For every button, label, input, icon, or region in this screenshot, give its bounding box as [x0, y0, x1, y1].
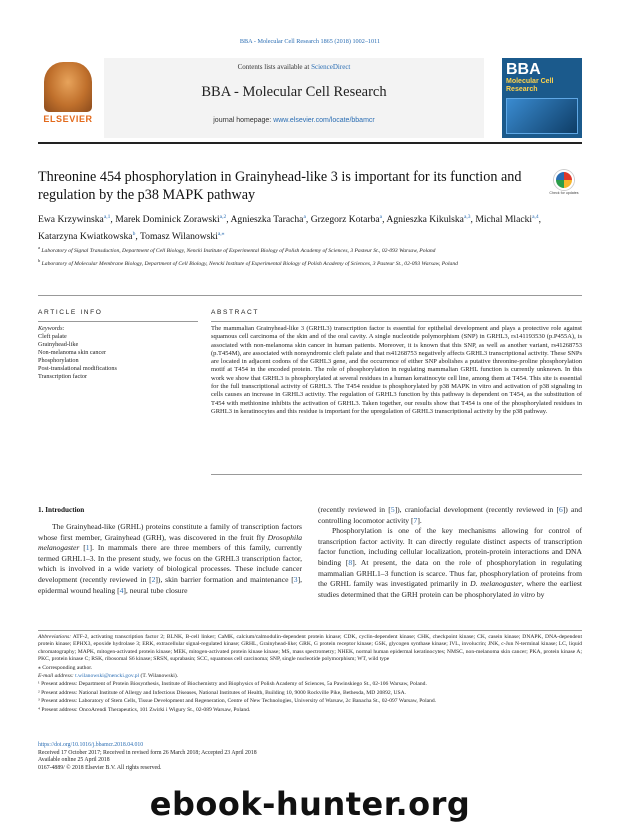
- check-for-updates-button[interactable]: [548, 170, 580, 202]
- intro-text: ].: [417, 515, 422, 525]
- author-separator: ,: [305, 214, 311, 226]
- cover-art: [506, 98, 578, 134]
- article-title: Threonine 454 phosphorylation in Grainyhead-like 3 is important for its function and regulation by the p38 MAPK pathway: [38, 169, 522, 203]
- author-affiliation-marker[interactable]: a,1: [103, 214, 111, 220]
- author-affiliation-marker[interactable]: b: [132, 231, 136, 238]
- check-updates-label: Check for updates: [549, 191, 579, 195]
- author-separator: ,: [382, 214, 387, 226]
- intro-text: ]. At present, the data on the role of phosphorylation in regulating mammalian GRHL1–3 function is scarce. Thus far, phosphorylation of proteins from the GRHL family was investigated primarily in: [318, 557, 582, 589]
- keyword: Transcription factor: [38, 373, 88, 380]
- sciencedirect-link[interactable]: ScienceDirect: [311, 63, 351, 71]
- keywords-list: [38, 333, 198, 381]
- email-line: [38, 673, 582, 680]
- footnote-rule: [38, 630, 582, 631]
- affiliation: [38, 244, 538, 255]
- journal-homepage: [104, 117, 484, 124]
- abstract-text: The mammalian Grainyhead-like 3 (GRHL3) transcription factor is essential for epithelial development and plays a protective role against squamous cell carcinoma of the skin and of the oral cavity. A single nucleotide polymorphism (SNP) in GRHL3, rs141193530 (p.P455A), is associated with non-melanoma skin cancer in human patients. Moreover, it is known that this SNP, as well as another variant, rs41268753 (p.T454M), are associated with nonsyndromic cleft palate and that rs41268753 negatively affects GRHL3 transcriptional activity. These SNPs are located in adjacent codons of the GRHL3 gene, and the occurrence of either SNP abolishes a putative threonine-proline phosphorylation motif at T454 in the encoded protein. The role of phosphorylation in regulating mammalian GRHL function is currently unknown. In this work we show that GRHL3 is phosphorylated at several residues in a human keratinocyte cell line, among them at T454. This site is essential for the full transcriptional activity of GRHL3. The T454 residue is phosphorylated by p38 MAPK in vitro and activation of p38 signaling in cells causes an increase in GRHL3 activity. The regulation of GRHL3 function by this pathway is dependent on T454, as the substitution of T454 with methionine inhibits the activation of GRHL3. Taken together, our results show that T454 is one of the phosphorylated residues in GRHL3 in keratinocytes and this residue is important for the upregulation of GRHL3 transcriptional activity by the p38 pathway.: [211, 325, 582, 415]
- abbreviations-text: ATF-2, activating transcription factor 2; BLNK, B-cell linker; CaMK, calcium/calmodulin-dependent protein kinase; CDK, cyclin-dependent kinase; CHK, checkpoint kinase; CK, casein kinase; DNAPK, DNA-dependent protein kinase; EPHX3, epoxide hydrolase 3; ERK, extracellular signal-regulated kinase; GRHL, Grainyhead-like; GRK, G protein receptor kinase; GSK, glycogen synthase kinase; IVL, involucrin; JNK, c-Jun N-terminal kinase; LC, liquid chromatography; MAPK, mitogen-activated protein kinase; MEK, mitogen-activated protein kinase kinase; MS, mass spectrometry; NHEK, normal human epidermal keratinocytes; NMSC, non-melanoma skin cancer; PKA, protein kinase A; PKC, protein kinase C; RSK, ribosomal S6 kinase; SRSN, suprabasin; SCC, squamous cell carcinoma; SNP, single nucleotide polymorphism; WT, wild type: [38, 634, 582, 663]
- intro-text: (recently reviewed in [: [318, 505, 391, 514]
- author[interactable]: Marek Dominick Zorawski: [115, 214, 220, 226]
- intro-text: ]), craniofacial development (recently reviewed in [: [394, 505, 559, 514]
- author-affiliation-marker[interactable]: a,4: [532, 214, 539, 220]
- cover-title: BBA: [506, 61, 541, 78]
- keyword: Non-melanoma skin cancer: [38, 349, 107, 356]
- author-separator: ,: [538, 214, 542, 226]
- author[interactable]: Ewa Krzywinska: [38, 214, 104, 226]
- contents-prefix: Contents lists available at: [237, 63, 312, 71]
- intro-italic: in vitro: [513, 589, 535, 599]
- author-affiliation-marker[interactable]: a: [379, 214, 383, 220]
- reference-link[interactable]: 3: [293, 574, 298, 584]
- intro-text: [: [79, 543, 86, 553]
- running-head[interactable]: BBA - Molecular Cell Research 1865 (2018) 1002–1011: [239, 38, 381, 45]
- abbreviations: [38, 634, 582, 664]
- author[interactable]: Agnieszka Taracha: [230, 214, 304, 226]
- article-metadata: [38, 742, 582, 772]
- intro-text: ]. In mammals there are three members of this family, currently termed GRHL1–3. In the present study, we focus on the GRHL3 transcription factor, which is involved in a wide variety of biological processes. These include cancer development (recently reviewed in [: [38, 543, 302, 584]
- author-affiliation-marker[interactable]: a,⁎: [217, 231, 225, 238]
- present-address-note: ¹ Present address: Department of Protein Biosynthesis, Institute of Biochemistry and Biophysics of Polish Academy of Sciences, 5a Pawinskiego St., 02-106 Warsaw, Poland.: [38, 681, 427, 688]
- affiliations: [38, 244, 538, 271]
- affiliation: [38, 257, 538, 268]
- author[interactable]: Tomasz Wilanowski: [139, 231, 218, 243]
- intro-text: ]) and controlling locomotor activity [: [318, 505, 582, 525]
- watermark: ebook-hunter.org: [149, 785, 471, 823]
- check-updates-icon: [554, 170, 574, 190]
- intro-text: ], epidermal wound healing [: [38, 574, 303, 595]
- reference-link[interactable]: 1: [85, 543, 90, 553]
- masthead-rule: [38, 142, 582, 144]
- abstract-heading: ABSTRACT: [211, 309, 259, 316]
- intro-text: by: [534, 589, 545, 599]
- present-address-note: ⁴ Present address: OncoArendi Therapeutics, 101 Zwirki i Wigury St., 02-089 Warsaw, Poland.: [38, 706, 251, 713]
- reference-link[interactable]: 2: [151, 574, 156, 584]
- author[interactable]: Michal Mlacki: [475, 214, 533, 226]
- reference-link[interactable]: 7: [413, 515, 418, 525]
- author[interactable]: Agnieszka Kikulska: [386, 214, 464, 226]
- affiliation-marker: a: [38, 245, 40, 250]
- intro-text: , where the earliest studies determined that the GRH protein can be phosphorylated: [318, 579, 582, 599]
- intro-left-column: [38, 522, 302, 596]
- affiliation-text: Laboratory of Molecular Membrane Biology, Department of Cell Biology, Nencki Institute of Experimental Biology of Polish Academy of Sciences, 3 Pasteur St., 02-093 Warsaw, Poland: [41, 261, 458, 268]
- article-info-rule: [38, 321, 198, 322]
- journal-masthead: [38, 58, 582, 140]
- author-separator: ,: [135, 231, 140, 243]
- available-online: Available online 25 April 2018: [38, 757, 110, 764]
- author-list: [38, 210, 582, 244]
- contents-line: [104, 63, 484, 71]
- keywords-label: Keywords:: [38, 325, 65, 332]
- keywords-block: [38, 325, 198, 381]
- intro-text: Phosphorylation is one of the key mechanisms allowing for control of transcription factor activity. It can directly regulate distinct aspects of transcription factor function, including cellular localization, protein-protein interactions and DNA binding [: [318, 526, 582, 567]
- abstract-bottom-rule: [211, 474, 582, 475]
- intro-italic: Drosophila melanogaster: [38, 532, 302, 553]
- intro-text: ], neural tube closure: [123, 585, 188, 595]
- reference-link[interactable]: 6: [558, 505, 563, 514]
- publisher-name: ELSEVIER: [43, 114, 93, 124]
- email-link[interactable]: t.wilanowski@nencki.gov.pl: [75, 673, 140, 680]
- header-rule: [38, 295, 582, 296]
- author-affiliation-marker[interactable]: a,2: [219, 214, 227, 220]
- intro-paragraph: [318, 505, 582, 526]
- reference-link[interactable]: 5: [390, 505, 395, 514]
- doi-link[interactable]: https://doi.org/10.1016/j.bbamcr.2018.04.010: [38, 742, 144, 748]
- reference-link[interactable]: 4: [119, 585, 124, 595]
- intro-text: The Grainyhead-like (GRHL) proteins constitute a family of transcription factors whose first member, Grainyhead (GRH), was discovered in the fruit fly: [38, 522, 302, 542]
- present-address-note: ³ Present address: Laboratory of Stem Cells, Tissue Development and Regeneration, Centre of New Technologies, University of Warsaw, 2c Banacha St., 02-097 Warsaw, Poland.: [38, 698, 437, 705]
- reference-link[interactable]: 8: [348, 557, 353, 567]
- present-address-notes: [38, 681, 582, 714]
- present-address-note: ² Present address: National Institute of Allergy and Infectious Diseases, National Institutes of Health, Building 10, 9000 Rockville Pike, Bethesda, MD 20892, USA.: [38, 689, 407, 696]
- elsevier-tree-icon: [44, 62, 92, 112]
- keyword: Cleft palate: [38, 333, 67, 340]
- intro-right-column: [318, 505, 582, 600]
- copyright: 0167-4889/ © 2018 Elsevier B.V. All rights reserved.: [38, 764, 162, 771]
- homepage-prefix: journal homepage:: [213, 117, 274, 124]
- introduction-heading: 1. Introduction: [38, 506, 85, 514]
- abstract-rule: [211, 321, 582, 322]
- intro-paragraph: [318, 526, 582, 600]
- author-affiliation-marker[interactable]: a: [303, 214, 306, 220]
- intro-italic: D. melanogaster: [470, 579, 522, 589]
- footnotes: [38, 634, 582, 715]
- journal-info-box: [104, 58, 484, 138]
- author[interactable]: Katarzyna Kwiatkowska: [38, 231, 133, 243]
- author-affiliation-marker[interactable]: a,3: [463, 214, 471, 220]
- author-separator: ,: [226, 214, 231, 226]
- keyword: Phosphorylation: [38, 357, 79, 364]
- journal-cover: [502, 58, 582, 138]
- received-dates: Received 17 October 2017; Received in revised form 26 March 2018; Accepted 23 April 2018: [38, 749, 257, 756]
- corresponding-author: ⁎ Corresponding author.: [38, 664, 93, 671]
- affiliation-marker: b: [38, 258, 41, 264]
- elsevier-logo: [38, 58, 98, 130]
- keyword: Grainyhead-like: [38, 341, 79, 348]
- cover-subtitle: Molecular Cell Research: [506, 78, 554, 93]
- homepage-link[interactable]: www.elsevier.com/locate/bbamcr: [273, 117, 375, 124]
- email-suffix: (T. Wilanowski).: [139, 673, 179, 680]
- intro-text: ]), skin barrier formation and maintenance [: [155, 574, 294, 584]
- author-separator: ,: [110, 214, 116, 226]
- affiliation-text: Laboratory of Signal Transduction, Department of Cell Biology, Nencki Institute of Experimental Biology of Polish Academy of Sciences, 3 Pasteur St., 02-093 Warsaw, Poland: [41, 247, 436, 254]
- author-separator: ,: [470, 214, 476, 226]
- article-info-heading: ARTICLE INFO: [38, 309, 103, 316]
- email-label: E-mail address:: [38, 673, 76, 680]
- journal-title: BBA - Molecular Cell Research: [201, 84, 387, 100]
- keyword: Post-translational modifications: [38, 365, 117, 372]
- abbreviations-label: Abbreviations:: [38, 634, 72, 640]
- author[interactable]: Grzegorz Kotarba: [310, 214, 380, 226]
